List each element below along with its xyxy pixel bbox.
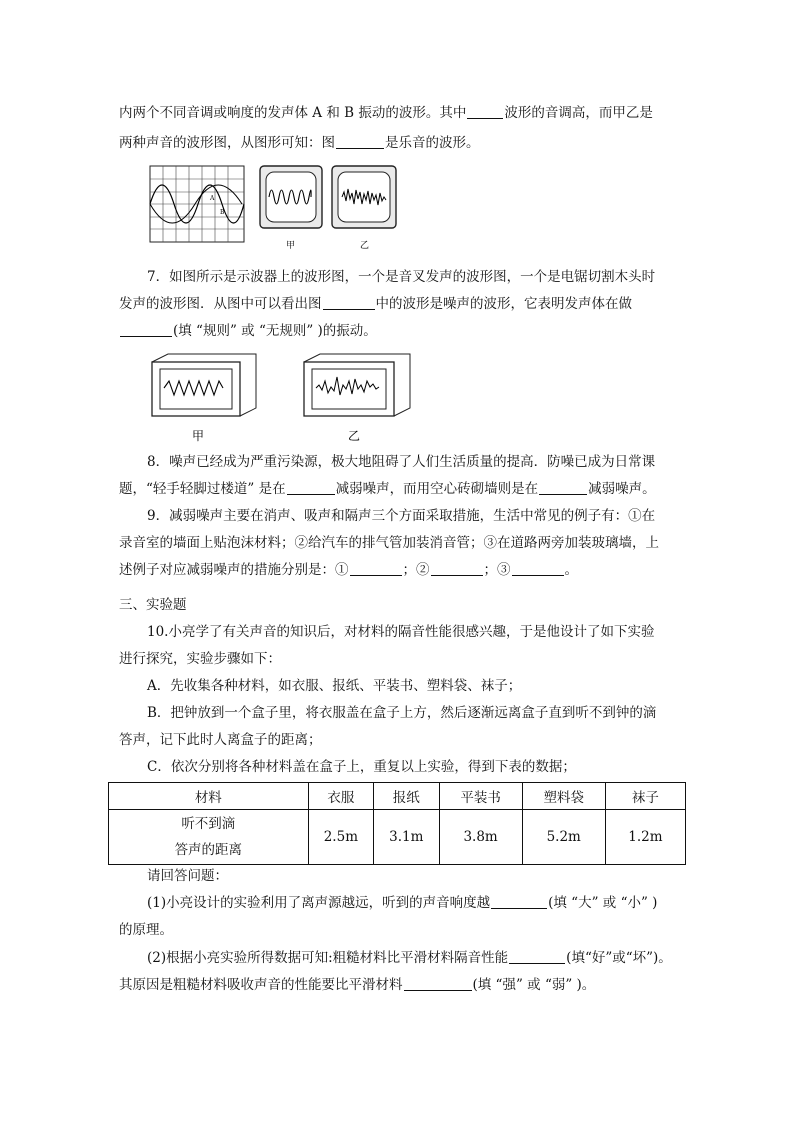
table-header-cell: 袜子: [605, 783, 685, 810]
table-row-label: 听不到滴 答声的距离: [109, 810, 309, 865]
answer-blank[interactable]: [404, 976, 472, 991]
step-a: A．先收集各种材料，如衣服、报纸、平装书、塑料袋、袜子；: [147, 678, 522, 694]
answer-blank[interactable]: [491, 894, 547, 909]
q8-line-1: 8．噪声已经成为严重污染源，极大地阻碍了人们生活质量的提高．防噪已成为日常课: [147, 454, 656, 470]
table-header-row: [109, 783, 686, 810]
figure-label-jia: 甲: [192, 429, 205, 443]
answer-blank[interactable]: [539, 480, 587, 495]
wave-b-label: B: [220, 209, 225, 216]
figure-label-yi: 乙: [348, 429, 361, 443]
q9-line-3: 述例子对应减弱噪声的措施分别是：① ；② ；③ 。: [119, 562, 578, 578]
table-header-cell: 平装书: [439, 783, 522, 810]
grid-waveform-panel: [150, 166, 244, 242]
oscilloscope-yi-2: [304, 354, 410, 443]
figure-label-yi: 乙: [360, 241, 370, 251]
wave-a-label: A: [210, 195, 215, 202]
q6-line-2: 两种声音的波形图，从图形可知：图 是乐音的波形。: [119, 135, 480, 151]
answer-blank[interactable]: [467, 104, 503, 119]
oscilloscope-yi: [332, 166, 396, 251]
answer-2-line-2: 其原因是粗糙材料吸收声音的性能要比平滑材料 (填 “强” 或 “弱” )。: [119, 977, 596, 993]
table-cell: 3.1m: [374, 810, 439, 865]
table-header-cell: 材料: [109, 783, 309, 810]
q7-line-1: 7．如图所示是示波器上的波形图，一个是音叉发声的波形图，一个是电锯切割木头时: [147, 269, 656, 285]
q10-line-2: 进行探究，实验步骤如下：: [119, 651, 281, 667]
answer-1-line-1: (1)小亮设计的实验利用了离声源越远，听到的声音响度越 (填 “大” 或 “小” ): [147, 895, 658, 911]
step-c: C．依次分别将各种材料盖在盒子上，重复以上实验，得到下表的数据；: [147, 759, 576, 775]
figure-label-jia: 甲: [286, 241, 296, 251]
oscilloscope-jia-2: [152, 354, 256, 443]
answer-blank[interactable]: [431, 561, 483, 576]
answer-blank[interactable]: [509, 949, 565, 964]
answer-1-line-2: 的原理。: [119, 922, 173, 938]
ask-line: 请回答问题：: [147, 868, 228, 884]
answer-blank[interactable]: [336, 134, 384, 149]
table-header-cell: 衣服: [308, 783, 373, 810]
table-cell: 5.2m: [522, 810, 605, 865]
q7-line-3: (填 “规则” 或 “无规则” )的振动。: [119, 321, 377, 341]
answer-blank[interactable]: [323, 295, 375, 310]
table-row: [109, 810, 686, 865]
answer-blank[interactable]: [512, 561, 564, 576]
figure-waveforms-2: [148, 352, 418, 446]
q10-line-1: 10.小亮学了有关声音的知识后，对材料的隔音性能很感兴趣，于是他设计了如下实验: [147, 624, 655, 640]
table-header-cell: 塑料袋: [522, 783, 605, 810]
answer-blank[interactable]: [350, 561, 402, 576]
answer-blank[interactable]: [120, 322, 172, 337]
oscilloscope-jia: [260, 166, 322, 251]
answer-2-line-1: (2)根据小亮实验所得数据可知:粗糙材料比平滑材料隔音性能 (填“好”或“坏”)。: [147, 950, 672, 966]
table-cell: 2.5m: [308, 810, 373, 865]
answer-blank[interactable]: [287, 480, 335, 495]
step-b-line-1: B．把钟放到一个盒子里，将衣服盖在盒子上方，然后逐渐远离盒子直到听不到钟的滴: [147, 705, 657, 721]
table-cell: 3.8m: [439, 810, 522, 865]
table-header-cell: 报纸: [374, 783, 439, 810]
q8-line-2: 题，“轻手轻脚过楼道” 是在 减弱噪声，而用空心砖砌墙则是在 减弱噪声。: [119, 481, 656, 497]
data-table: [108, 782, 686, 865]
q9-line-2: 录音室的墙面上贴泡沫材料；②给汽车的排气管加装消音管；③在道路两旁加装玻璃墙，上: [119, 535, 659, 551]
table-cell: 1.2m: [605, 810, 685, 865]
section-heading: 三、实验题: [119, 597, 187, 613]
figure-waveforms-1: [148, 162, 398, 254]
step-b-line-2: 答声，记下此时人离盒子的距离；: [119, 732, 322, 748]
q9-line-1: 9．减弱噪声主要在消声、吸声和隔声三个方面采取措施，生活中常见的例子有：①在: [147, 508, 656, 524]
q6-line-1: 内两个不同音调或响度的发声体 A 和 B 振动的波形。其中 波形的音调高，而甲乙是: [119, 105, 653, 121]
q7-line-2: 发声的波形图．从图中可以看出图 中的波形是噪声的波形，它表明发声体在做: [119, 296, 632, 312]
